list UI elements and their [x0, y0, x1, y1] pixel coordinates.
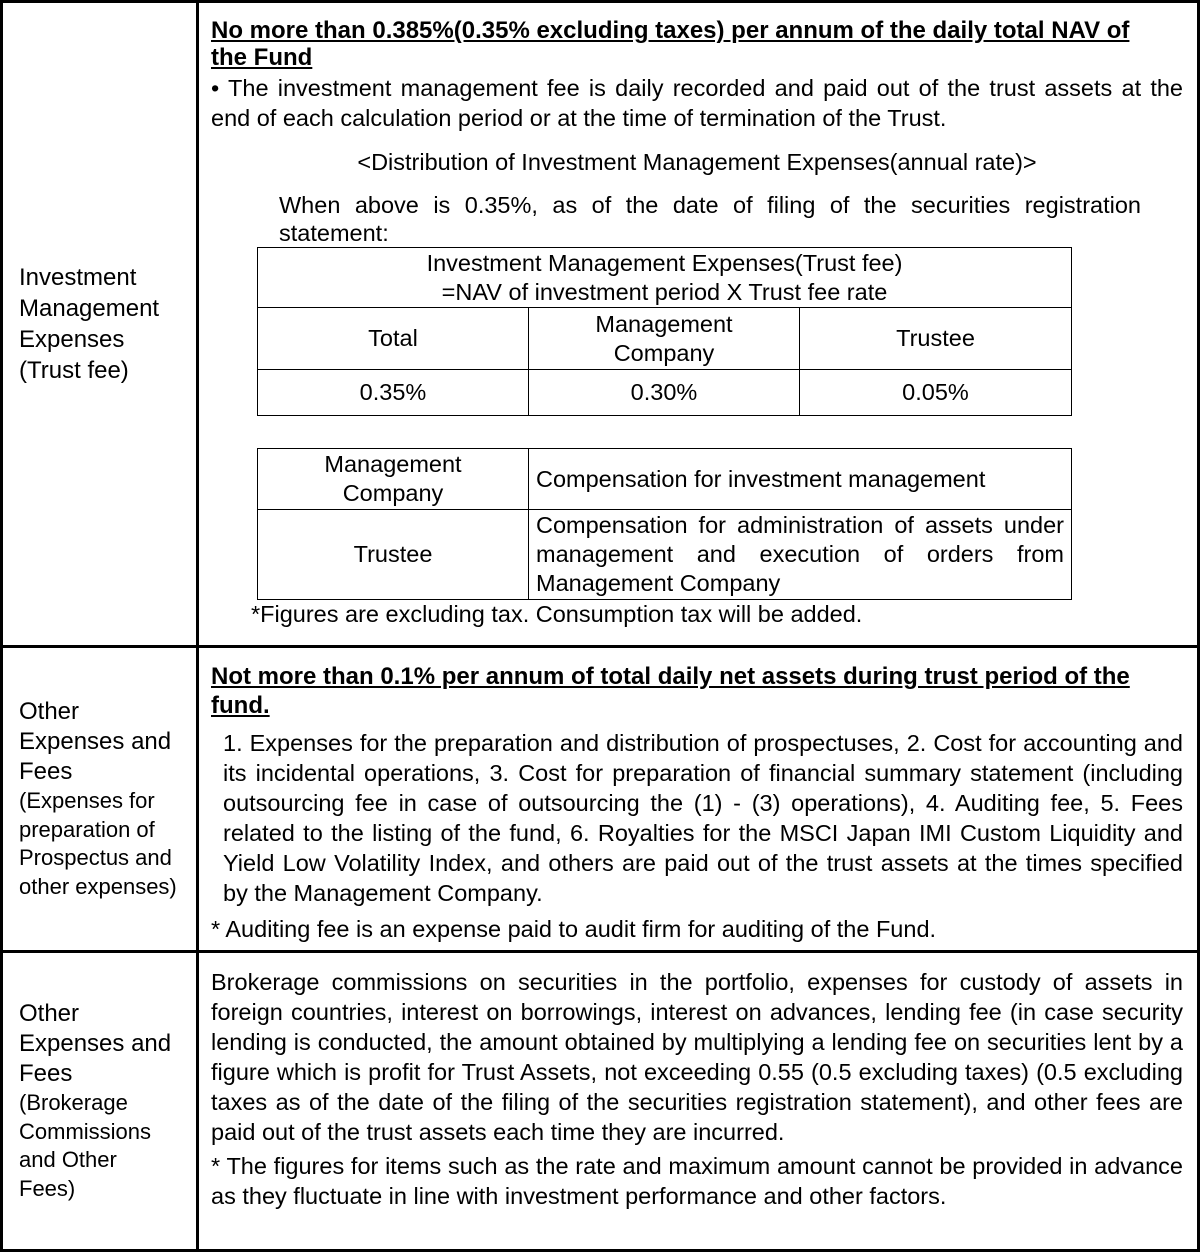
tax-note: *Figures are excluding tax. Consumption tax will be added.	[251, 601, 863, 627]
auditing-note: * Auditing fee is an expense paid to audit firm for auditing of the Fund.	[211, 916, 937, 942]
brokerage-row	[2, 952, 1199, 1251]
role-party-text: Management Company	[324, 451, 462, 506]
trust-fee-heading: No more than 0.385%(0.35% excluding taxes) per annum of the daily total NAV of the Fund	[211, 17, 1130, 71]
brokerage-content	[198, 952, 1199, 1251]
other-expenses-label-sub: (Expenses for preparation of Prospectus and other expenses)	[19, 788, 177, 899]
fee-table-header-line1: Investment Management Expenses(Trust fee)	[426, 249, 903, 276]
role-row	[258, 510, 1072, 600]
fee-col-management-text: Management Company	[595, 310, 733, 366]
role-description: Compensation for administration of assets under management and execution of orders from Management Company	[529, 510, 1072, 600]
brokerage-label	[2, 952, 198, 1251]
fee-value-management: 0.30%	[529, 370, 800, 416]
fee-value-trustee: 0.05%	[800, 370, 1072, 416]
fee-col-total: Total	[258, 308, 529, 370]
brokerage-body: Brokerage commissions on securities in the portfolio, expenses for custody of assets in foreign countries, interest on borrowings, interest on advances, lending fee (in case security lending is conducted, the amount obtained by multiplying a lending fee on securities lent by a figure which is profit for Trust Assets, not exceeding 0.55 (0.5 excluding taxes) (0.5 excluding taxes as of the date of the filing of the securities registration statement), and other fees are paid out of the trust assets each time they are incurred.	[211, 969, 1183, 1145]
trust-fee-label-text: Investment Management Expenses (Trust fee)	[19, 264, 160, 384]
other-expenses-label-title: Other Expenses and Fees	[19, 698, 172, 785]
role-table	[257, 448, 1072, 600]
trust-fee-content	[198, 2, 1199, 647]
brokerage-label-title: Other Expenses and Fees	[19, 1000, 172, 1087]
role-party	[258, 449, 529, 510]
trust-fee-bullet: • The investment management fee is daily recorded and paid out of the trust assets at the end of each calculation period or at the time of termination of the Trust.	[211, 75, 1183, 131]
expense-list: 1. Expenses for the preparation and distribution of prospectuses, 2. Cost for accounting and its incidental operations, 3. Cost for preparation of financial summary statement (including outsourcing fee in case of outsourcing the (1) - (3) operations), 4. Auditing fee, 5. Fees related to the listing of the fund, 6. Royalties for the MSCI Japan IMI Custom Liquidity and Yield Low Volatility Index, and others are paid out of the trust assets at the times specified by the Management Company.	[223, 730, 1183, 906]
brokerage-note: * The figures for items such as the rate and maximum amount cannot be provided in advance as they fluctuate in line with investment performance and other factors.	[211, 1153, 1183, 1209]
role-row	[258, 449, 1072, 510]
role-party: Trustee	[258, 510, 529, 600]
other-expenses-content	[198, 647, 1199, 952]
fee-col-trustee: Trustee	[800, 308, 1072, 370]
fee-breakdown-table	[257, 247, 1072, 416]
fee-col-management	[529, 308, 800, 370]
other-expenses-row	[2, 647, 1199, 952]
role-description: Compensation for investment management	[529, 449, 1072, 510]
brokerage-label-wrap	[19, 999, 179, 1203]
trust-fee-label	[2, 2, 198, 647]
other-expenses-label-wrap	[19, 697, 179, 901]
filing-statement-text: When above is 0.35%, as of the date of filing of the securities registration statement:	[279, 192, 1141, 246]
distribution-title: <Distribution of Investment Management Expenses(annual rate)>	[357, 149, 1037, 175]
trust-fee-row	[2, 2, 1199, 647]
fee-table-header	[258, 248, 1072, 308]
fee-value-total: 0.35%	[258, 370, 529, 416]
other-expenses-label	[2, 647, 198, 952]
other-expenses-heading: Not more than 0.1% per annum of total daily net assets during trust period of the fund.	[211, 663, 1130, 719]
fee-table-header-line2: =NAV of investment period X Trust fee rate	[441, 278, 888, 305]
brokerage-label-sub: (Brokerage Commissions and Other Fees)	[19, 1090, 152, 1201]
